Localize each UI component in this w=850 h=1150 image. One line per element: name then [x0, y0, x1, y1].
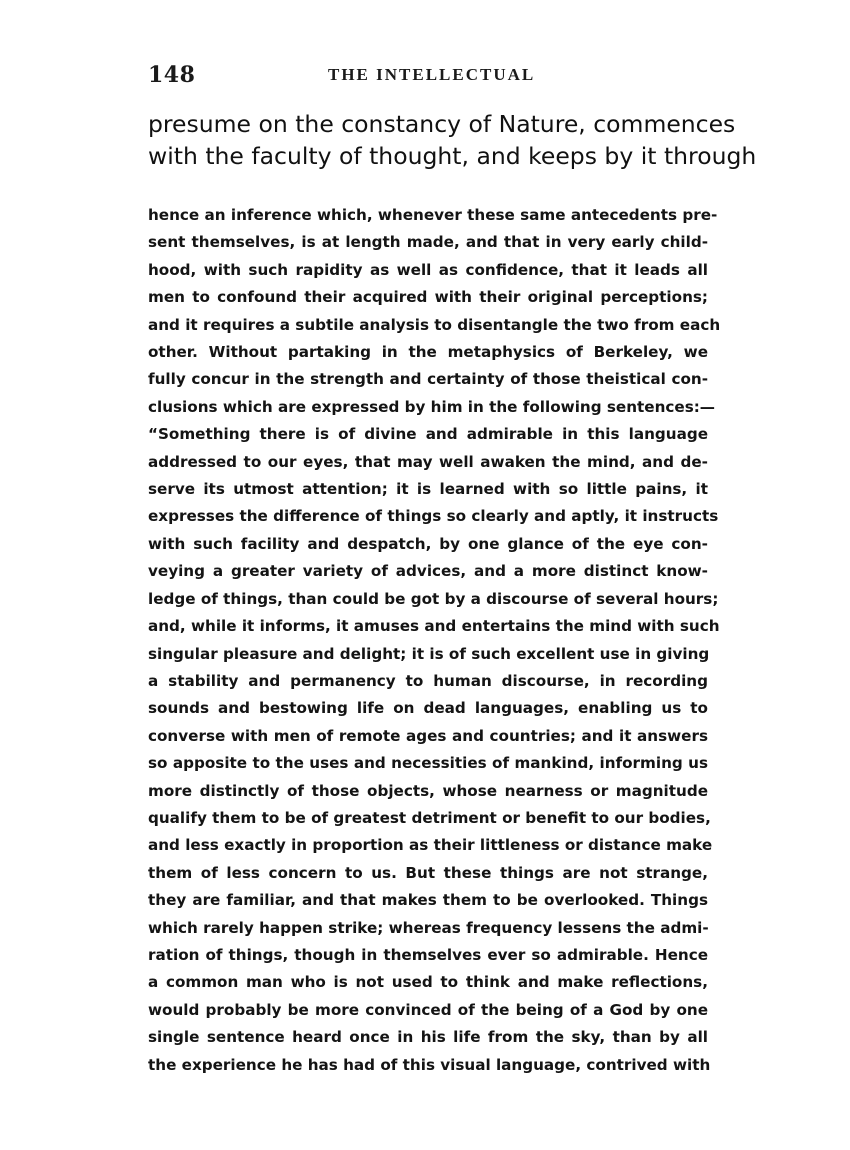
body-line: serve its utmost attention; it is learned with so little pains, it	[148, 480, 708, 499]
body-line: sounds and bestowing life on dead languages, enabling us to	[148, 699, 708, 718]
body-line: hence an inference which, whenever these same antecedents pre-	[148, 206, 718, 224]
body-line: addressed to our eyes, that may well awaken the mind, and de-	[148, 452, 708, 471]
body-paragraph	[148, 202, 721, 1079]
body-line: converse with men of remote ages and countries; and it answers	[148, 726, 708, 745]
body-line: expresses the difference of things so clearly and aptly, it instructs	[148, 507, 719, 526]
page-number: 148	[148, 62, 196, 88]
body-line: with such facility and despatch, by one glance of the eye con-	[148, 534, 708, 553]
body-line: and less exactly in proportion as their littleness or distance make	[148, 836, 713, 855]
body-line: a common man who is not used to think and make reflections,	[148, 973, 708, 992]
body-line: clusions which are expressed by him in the following sentences:—	[148, 397, 715, 416]
body-line: a stability and permanency to human discourse, in recording	[148, 671, 708, 690]
running-title: THE INTELLECTUAL	[328, 65, 536, 84]
body-line: and it requires a subtile analysis to disentangle the two from each	[148, 315, 721, 334]
body-line: more distinctly of those objects, whose nearness or magnitude	[148, 781, 708, 800]
large-print-passage	[148, 108, 757, 172]
body-line: they are familiar, and that makes them to be overlooked. Things	[148, 891, 708, 910]
running-head	[148, 62, 708, 92]
large-text-line: presume on the constancy of Nature, commences	[148, 110, 736, 138]
body-line: other. Without partaking in the metaphysics of Berkeley, we	[148, 343, 708, 362]
body-line: so apposite to the uses and necessities of mankind, informing us	[148, 754, 708, 773]
body-line: singular pleasure and delight; it is of such excellent use in giving	[148, 644, 710, 663]
body-line: the experience he has had of this visual language, contrived with	[148, 1055, 711, 1074]
body-line: veying a greater variety of advices, and a more distinct know-	[148, 562, 708, 581]
body-line: men to confound their acquired with their original perceptions;	[148, 288, 708, 307]
body-line: “Something there is of divine and admirable in this language	[148, 425, 708, 444]
body-line: would probably be more convinced of the being of a God by one	[148, 1000, 708, 1019]
body-line: which rarely happen strike; whereas frequency lessens the admi-	[148, 918, 709, 937]
body-line: and, while it informs, it amuses and entertains the mind with such	[148, 617, 720, 636]
large-text-line: with the faculty of thought, and keeps by it through	[148, 142, 757, 170]
body-line: sent themselves, is at length made, and that in very early child-	[148, 233, 708, 252]
body-line: them of less concern to us. But these things are not strange,	[148, 863, 708, 882]
body-line: hood, with such rapidity as well as confidence, that it leads all	[148, 260, 708, 279]
body-line: single sentence heard once in his life from the sky, than by all	[148, 1028, 708, 1047]
body-line: ration of things, though in themselves ever so admirable. Hence	[148, 945, 708, 964]
body-line: qualify them to be of greatest detriment or benefit to our bodies,	[148, 808, 711, 827]
body-line: fully concur in the strength and certainty of those theistical con-	[148, 370, 708, 389]
body-line: ledge of things, than could be got by a discourse of several hours;	[148, 589, 719, 608]
